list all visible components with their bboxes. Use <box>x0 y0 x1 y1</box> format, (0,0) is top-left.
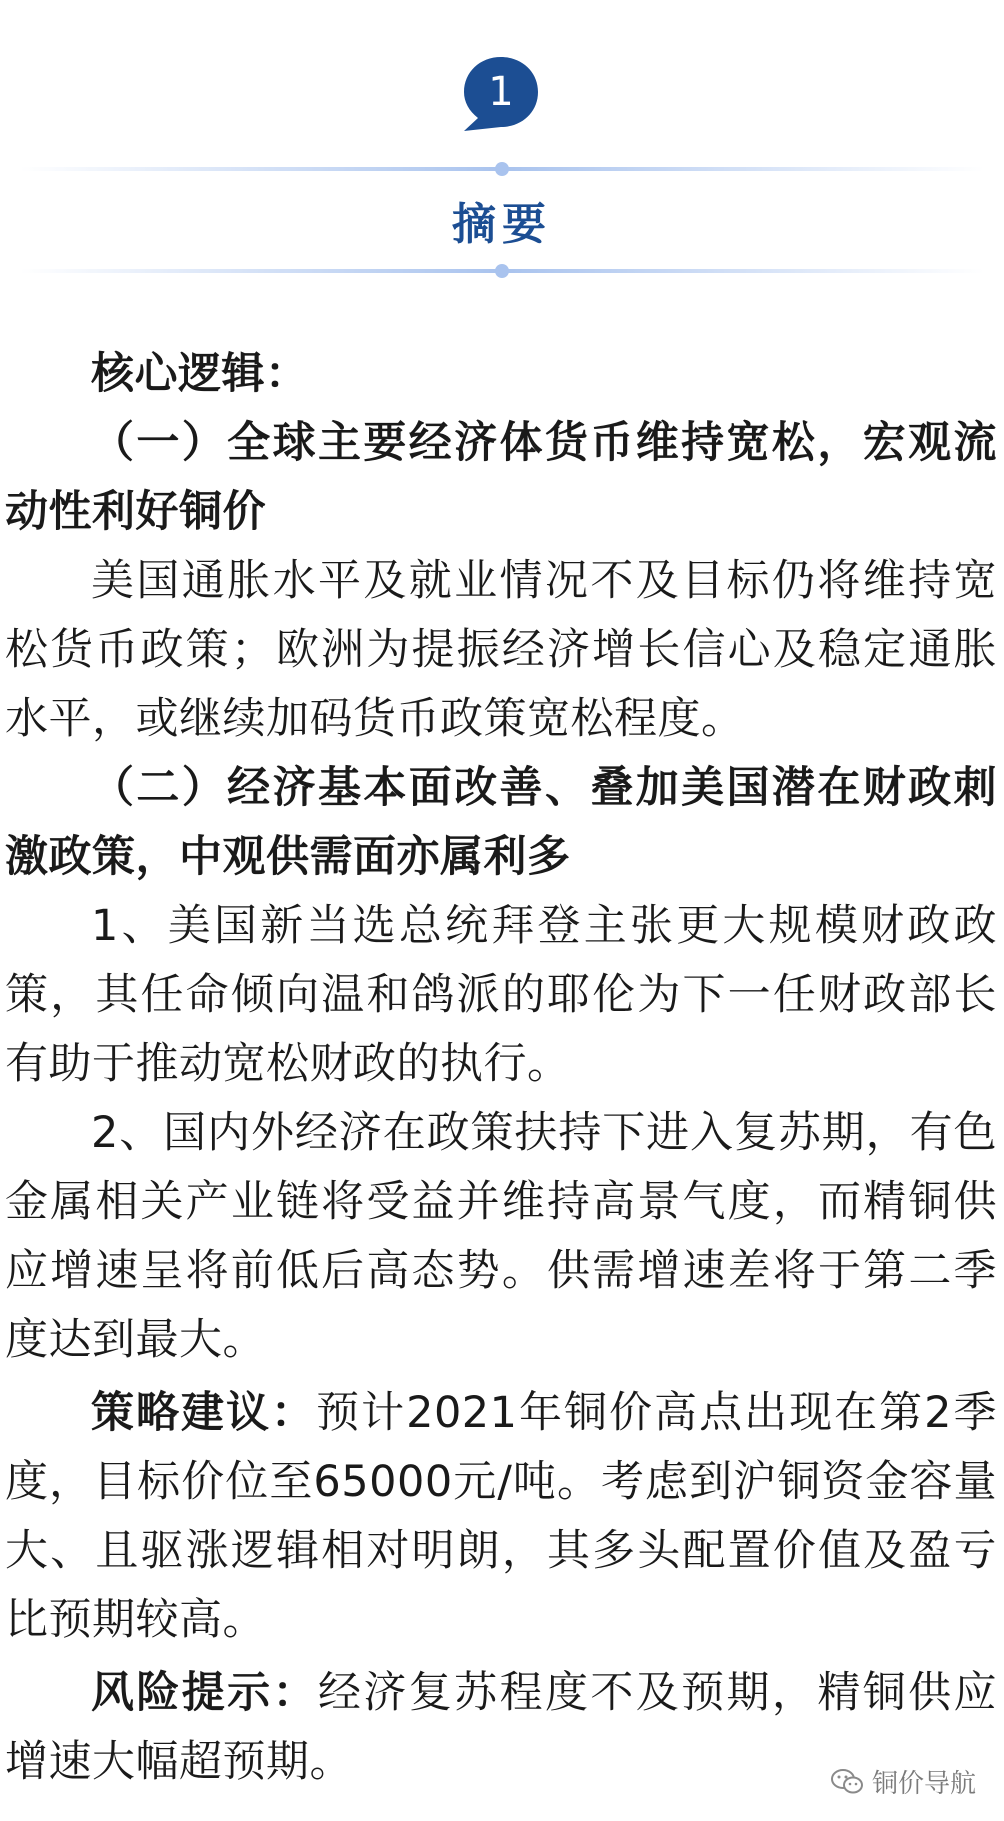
strategy-text: 预计2021年铜价高点出现在第2季度，目标价位至65000元/吨。考虑到沪铜资金容量大、且驱涨逻辑相对明朗，其多头配置价值及盈亏比预期较高。 <box>5 1388 997 1645</box>
point2-item2: 2、国内外经济在政策扶持下进入复苏期，有色金属相关产业链将受益并维持高景气度，而精铜供应增速呈将前低后高态势。供需增速差将于第二季度达到最大。 <box>5 1108 997 1365</box>
section-number: 1 <box>488 69 514 115</box>
point1-heading: （一）全球主要经济体货币维持宽松，宏观流动性利好铜价 <box>5 418 997 537</box>
wechat-icon <box>830 1768 864 1796</box>
risk-label: 风险提示： <box>91 1668 318 1718</box>
strategy-paragraph <box>5 1379 997 1655</box>
point1-body: 美国通胀水平及就业情况不及目标仍将维持宽松货币政策；欧洲为提振经济增长信心及稳定通胀水平，或继续加码货币政策宽松程度。 <box>5 556 997 744</box>
section-title: 摘要 <box>452 199 552 250</box>
section-number-badge <box>462 55 540 133</box>
core-logic-label: 核心逻辑： <box>91 349 309 399</box>
account-watermark <box>830 1763 976 1800</box>
point2-heading: （二）经济基本面改善、叠加美国潜在财政刺激政策，中观供需面亦属利多 <box>5 763 997 882</box>
point2-item1: 1、美国新当选总统拜登主张更大规模财政政策，其任命倾向温和鸽派的耶伦为下一任财政部长有助于推动宽松财政的执行。 <box>5 901 997 1089</box>
divider-line-bottom <box>20 263 984 279</box>
strategy-label: 策略建议： <box>91 1388 317 1438</box>
risk-text: 经济复苏程度不及预期，精铜供应增速大幅超预期。 <box>5 1668 998 1787</box>
summary-body <box>5 340 997 1797</box>
watermark-text: 铜价导航 <box>871 1769 976 1799</box>
divider-line-top <box>20 161 984 177</box>
